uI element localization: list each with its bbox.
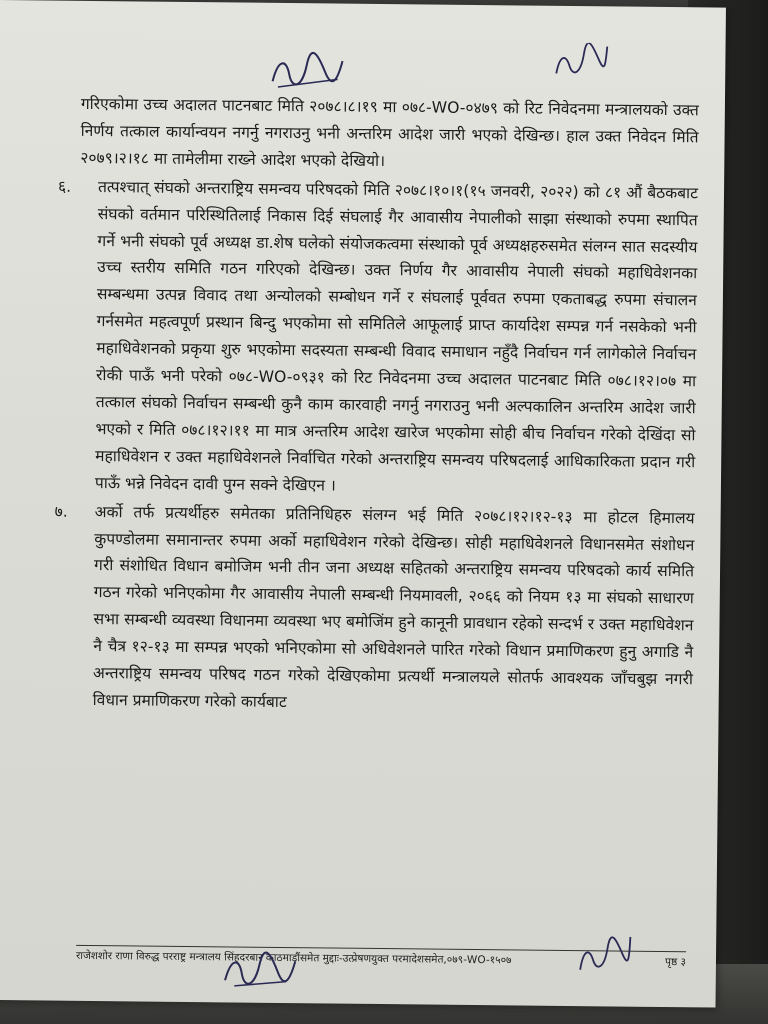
- signature-bottom-right-icon: [572, 933, 637, 980]
- signature-bottom-center-icon: [219, 949, 301, 992]
- signature-top-center-icon: [266, 49, 348, 94]
- footer-page-number: पृष्ठ ३: [664, 956, 687, 969]
- paragraph-text: गरिएकोमा उच्च अदालत पाटनबाट मिति २०७८।८।१९ मा ०७८-WO-०४७९ को रिट निवेदनमा मन्त्रालयको उक्त निर्णय तत्काल कार्यान्वयन नगर्नु नगराउनु भनी अन्तरिम आदेश जारी भएको देखिन्छ। हाल उक्त निवेदन मिति २०७९।२।१८ मा तामेलीमा राख्ने आदेश भएको देखियो।: [80, 94, 699, 170]
- paragraph-continued: [58, 91, 699, 178]
- signature-bottom-right: [572, 933, 637, 985]
- document-body: [53, 91, 699, 721]
- footer-case-info: राजेशशोर राणा विरुद्ध परराष्ट्र मन्त्रालय सिंहदरबार काठमाडौंसमेत मुद्दाः-उत्प्रेषणयुक्त परमादेशसमेत,०७९-WO-१५०७: [75, 949, 512, 967]
- paragraph-6: [55, 173, 698, 503]
- signature-bottom-center: [219, 949, 301, 998]
- paragraph-number: ७.: [54, 502, 68, 521]
- signature-top-right-icon: [549, 40, 613, 83]
- paragraph-number: ६.: [57, 177, 72, 196]
- paragraph-text: तत्पश्चात् संघको अन्तराष्ट्रिय समन्वय परिषदको मिति २०७८।१०।१(१५ जनवरी, २०२२) को ८१ औं बैठकबाट संघको वर्तमान परिस्थितिलाई निकास दिई संघलाई गैर आवासीय नेपालीको साझा संस्थाको रुपमा स्थापित गर्ने भनी संघको पूर्व अध्यक्ष डा.शेष घलेको संयोजकत्वमा संस्थाको पूर्व अध्यक्षहरुसमेत संलग्न सात सदस्यीय उच्च स्तरीय समिति गठन गरिएको देखिन्छ। उक्त निर्णय गैर आवासीय नेपाली संघको महाधिवेशनका सम्बन्धमा उत्पन्न विवाद तथा अन्योलको सम्बोधन गर्ने र संघलाई पूर्ववत रुपमा एकताबद्ध रुपमा संचालन गर्नसमेत महत्वपूर्ण प्रस्थान बिन्दु भएकोमा सो समितिले आफूलाई प्राप्त कार्यादेश सम्पन्न गर्न नसकेको भनी महाधिवेशनको प्रकृया शुरु भएकोमा सदस्यता सम्बन्धी विवाद समाधान नहुँदै निर्वाचन गर्न लागेकोले निर्वाचन रोकी पाऊँ भनी परेको ०७८-WO-०९३१ को रिट निवेदनमा उच्च अदालत पाटनबाट मिति ०७८।१२।०७ मा तत्काल संघको निर्वाचन सम्बन्धी कुनै काम कारवाही नगर्नु नगराउनु भनी अल्पकालिन अन्तरिम आदेश जारी भएको र मिति ०७८।१२।११ मा मात्र अन्तरिम आदेश खारेज भएकोमा सोही बीच निर्वाचन गरेको देखिंदा सो महाधिवेशन र उक्त महाधिवेशनले निर्वाचित गरेको अन्तराष्ट्रिय समन्वय परिषदलाई आधिकारिकता प्रदान गरी पाऊँ भन्ने निवेदन दावी पुग्न सक्ने देखिएन ।: [94, 177, 699, 495]
- signature-top-right: [549, 40, 614, 88]
- paragraph-text: अर्को तर्फ प्रत्यर्थीहरु समेतका प्रतिनिधिहरु संलग्न भई मिति २०७८।१२।१२-१३ मा होटल हिमालय कुपण्डोलमा समानान्तर रुपमा अर्को महाधिवेशन गरेको देखिन्छ। सोही महाधिवेशनले विधानसमेत संशोधन गरी संशोधित विधान बमोजिम भनी तीन जना अध्यक्ष सहितको अन्तराष्ट्रिय समन्वय परिषदको कार्य समिति गठन गरेको भनिएकोमा गैर आवासीय नेपाली सम्बन्धी नियमावली, २०६६ को नियम १३ मा संघको साधारण सभा सम्बन्धी व्यवस्था विधानमा व्यवस्था भए बमोजिंम हुने कानूनी प्रावधान रहेको सन्दर्भ र उक्त महाधिवेशन नै चैत्र १२-१३ मा सम्पन्न भएको भनिएकोमा सो अधिवेशनले पारित गरेको विधान प्रमाणिकरण हुनु अगाडि नै अन्तराष्ट्रिय समन्वय परिषद गठन गरेको देखिएकोमा प्रत्यर्थी मन्त्रालयले सोतर्फ आवश्यक जाँचबुझ नगरी विधान प्रमाणिकरण गरेको कार्यबाट: [92, 502, 695, 711]
- paragraph-7: [53, 498, 695, 720]
